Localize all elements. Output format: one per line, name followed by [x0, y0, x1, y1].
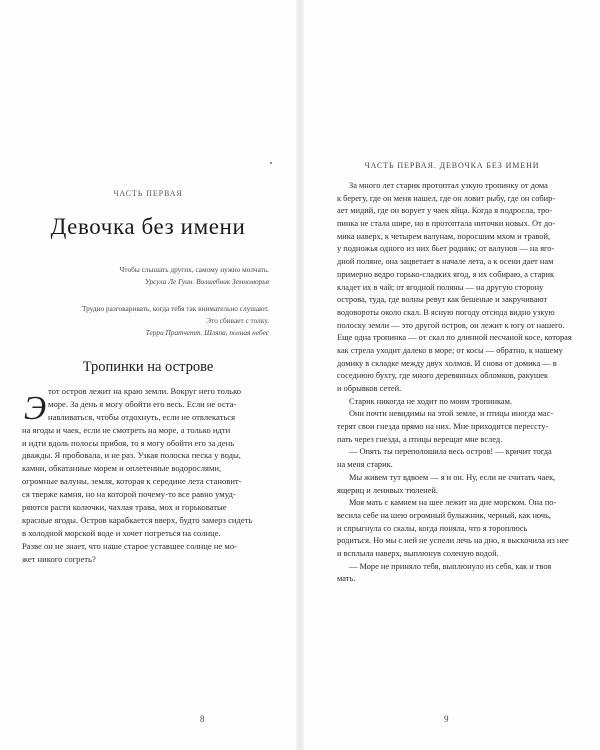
section-title: Тропинки на острове	[82, 359, 214, 375]
text-line: и идти вдоль полосы прибоя, то я могу обойти его за день	[22, 437, 235, 448]
epigraph-attribution: Терри Пратчетт. Шляпа, полная небес	[145, 328, 269, 337]
text-line: Еще одна тропинка — от скал по длинной песчаной косе, которая	[337, 333, 572, 343]
text-line: к берегу, где он меня нашел, где он ловит рыбу, где он собир-	[337, 193, 556, 203]
text-line: дной поляне, она зацветает в начале лета, а к осени дает нам	[337, 257, 554, 267]
text-line: полоску земли — это другой остров, он лежит к югу от нашего.	[337, 320, 565, 330]
text-line: как стрела уходит далеко в море; от косы — обратно, к нашему	[337, 345, 563, 355]
text-line: и обрывков сетей.	[337, 384, 402, 393]
text-line: соседнюю бухту, где много деревянных обломков, ракушек	[337, 371, 549, 381]
text-line: — Море не приняло тебя, выплюнуло из себя, как и твоя	[349, 561, 552, 571]
text-line: водовороты около скал. В ясную погоду отсюда видно узкую	[337, 307, 555, 317]
text-line: огромные валуны, земля, которая к середине лета становит-	[22, 476, 242, 487]
text-line: ящериц и ленивых тюленей.	[337, 485, 438, 495]
text-line: — Опять ты переполошила весь остров! — кричит тогда	[349, 447, 552, 457]
text-line: терят свои гнезда прямо на них. Мне приходится перессту-	[337, 422, 549, 432]
text-line: Мы живем тут вдвоем — я и он. Ну, если не считать чаек,	[349, 472, 556, 482]
text-line: дважды. Я пробовала, и не раз. Узкая полоска песка у воды,	[22, 450, 241, 461]
text-line: мать.	[337, 574, 356, 584]
epigraph-quote: Это сбивает с толку.	[206, 316, 269, 325]
text-line: весила себе на шею огромный булыжник, черный, как ночь,	[337, 510, 552, 520]
text-line: ся тверже камня, но на которой почему-то все равно умуд-	[22, 489, 236, 500]
text-line: на ягоды и чаек, если не смотреть на море, а только идти	[22, 424, 231, 435]
book-gutter	[296, 0, 304, 750]
text-line: ряются расти колючки, чахлая трава, мох и горьковатые	[22, 502, 227, 513]
epigraph-attribution: Урсула Ле Гуин. Волшебник Земноморья	[144, 277, 269, 286]
text-line: домику в складке между двух холмов. И снова от домика — в	[337, 358, 557, 368]
text-line: Старик никогда не ходит по моим тропинкам.	[349, 396, 513, 406]
text-line: и всплыла наверх, выплюнув соленую водой.	[337, 548, 499, 558]
text-line: и спрыгнула со скалы, когда поняла, что я тороплюсь	[337, 523, 528, 533]
text-line: Они почти невидимы на этой земле, и птицы иногда мас-	[349, 409, 554, 419]
text-line: Разве он не знает, что наше старое уставшее солнце не мо-	[22, 540, 237, 551]
chapter-title: Девочка без имени	[50, 214, 246, 239]
text-line: красные ягоды. Остров карабкается вверх, будто замерз сидеть	[22, 514, 253, 525]
text-line: море. За день я могу обойти его весь. Если не оста-	[48, 398, 237, 409]
text-line: камни, обкатанные морем и оплетенные водорослями,	[22, 463, 222, 474]
text-line: у подножья одного из них бьет родник; от валунов — на яго-	[337, 244, 555, 254]
epigraph-quote: Трудно разговаривать, когда тебя так внимательно слушают.	[81, 304, 269, 313]
page-number: 8	[200, 714, 205, 724]
text-line: родиться. Но мы с ней не успели лечь на дно, я выскочила из нее	[337, 536, 569, 546]
text-line: тот остров лежит на краю земли. Вокруг него только	[48, 386, 242, 396]
text-line: За много лет старик протоптал узкую тропинку от дома	[349, 181, 548, 190]
body-text-right	[337, 180, 577, 586]
text-line: пинка не стала шире, но в протоптала ниточки новых. От до-	[337, 219, 556, 229]
left-page	[0, 0, 296, 750]
part-label: ЧАСТЬ ПЕРВАЯ	[113, 189, 183, 198]
text-line: навливаться, чтобы отдохнуть, если не отвлекаться	[48, 411, 236, 422]
text-line: пать через гнезда, а птицы верещат мне вслед.	[337, 434, 503, 444]
text-line: мика наверх, к четырем валунам, поросшим мхом и травой,	[337, 231, 551, 241]
text-line: на меня старик.	[337, 460, 393, 470]
epigraph-1	[34, 264, 269, 288]
text-line: жет никого согреть?	[22, 553, 96, 564]
page-number: 9	[444, 714, 449, 724]
text-line: Моя мать с камнем на шее лежит на дне морском. Она по-	[349, 498, 557, 508]
text-line: ает мидий, где он ворует у чаек яйца. Когда я подросла, тро-	[337, 206, 553, 216]
body-text-left	[22, 385, 278, 565]
text-line: острова, туда, где волны ревут как бешеные и закручивают	[337, 295, 548, 305]
running-head: ЧАСТЬ ПЕРВАЯ. ДЕВОЧКА БЕЗ ИМЕНИ	[364, 161, 540, 170]
epigraph-quote: Чтобы слышать других, самому нужно молчать.	[119, 265, 269, 274]
epigraph-2	[34, 303, 269, 339]
print-speck	[270, 162, 272, 164]
text-line: кладет их в чай; от ягодной поляны — на другую сторону	[337, 282, 544, 292]
drop-cap: Э	[23, 390, 47, 427]
text-line: примерно ведро горько-сладких ягод, я их собираю, а старик	[337, 269, 555, 279]
text-line: в холодной морской воде и хочет погреться на солнце.	[22, 527, 221, 538]
